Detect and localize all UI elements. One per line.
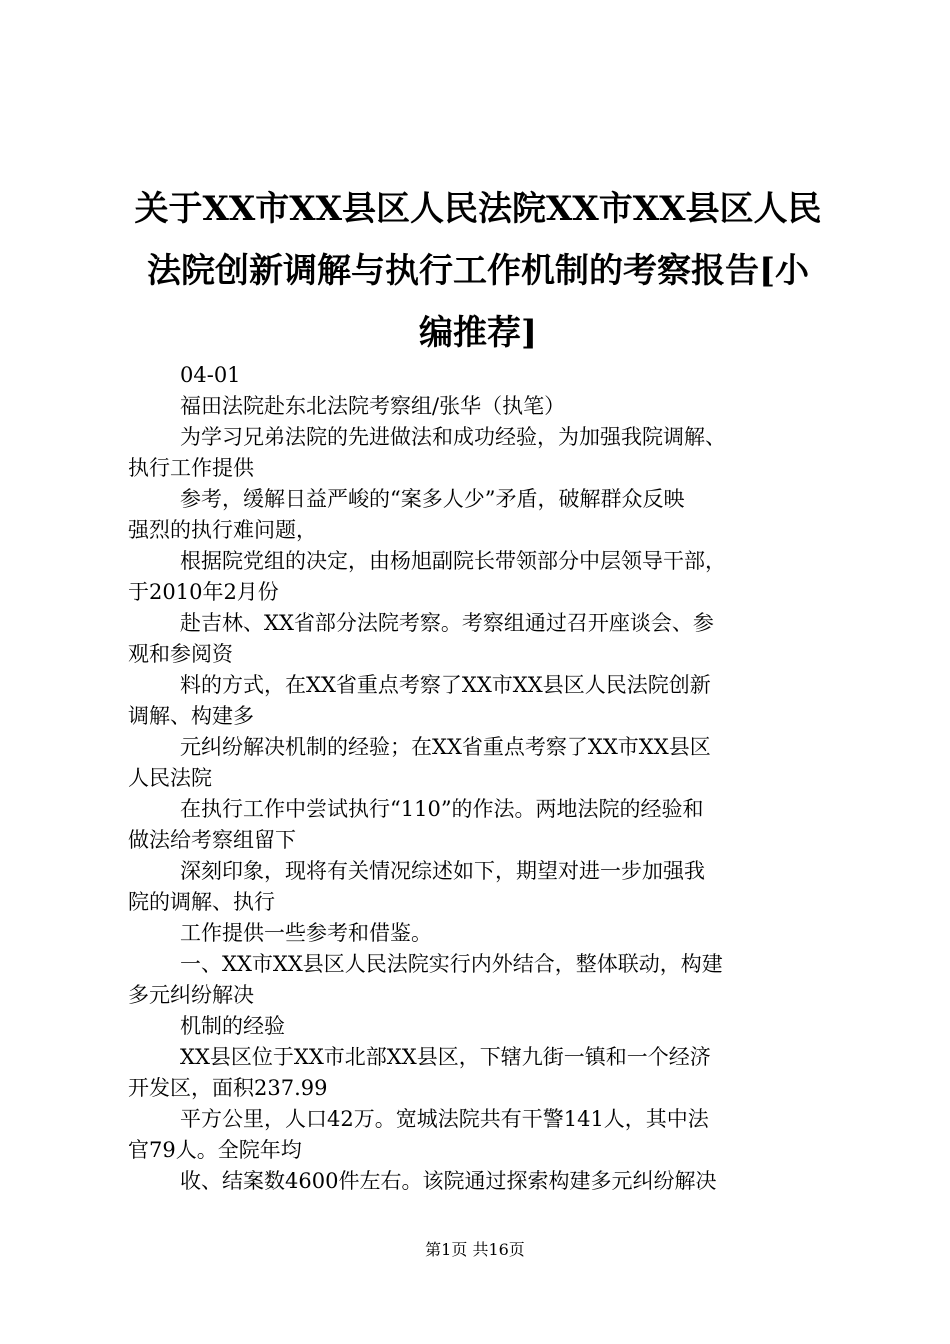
paragraph-line: 工作提供一些参考和借鉴。 <box>180 921 432 945</box>
title-line: 关于XX市XX县区人民法院XX市XX县区人民 <box>134 189 822 229</box>
body-paragraph <box>128 949 834 1011</box>
paragraph-line: 执行工作提供 <box>128 456 254 480</box>
body-paragraph <box>128 732 834 794</box>
body-paragraph <box>128 391 834 422</box>
paragraph-line: 官79人。全院年均 <box>128 1138 302 1162</box>
paragraph-line: 收、结案数4600件左右。该院通过探索构建多元纠纷解决 <box>180 1169 717 1193</box>
paragraph-line: 在执行工作中尝试执行“110”的作法。两地法院的经验和 <box>180 797 704 821</box>
body-paragraph <box>128 1042 834 1104</box>
body-paragraph <box>128 360 834 391</box>
paragraph-line: 院的调解、执行 <box>128 890 275 914</box>
paragraph-line: 赴吉林、XX省部分法院考察。考察组通过召开座谈会、参 <box>180 611 714 635</box>
paragraph-line: 做法给考察组留下 <box>128 828 296 852</box>
document-title <box>128 178 828 364</box>
paragraph-line: 04-01 <box>180 363 241 387</box>
paragraph-line: 根据院党组的决定，由杨旭副院长带领部分中层领导干部， <box>180 549 726 573</box>
paragraph-line: 机制的经验 <box>180 1014 285 1038</box>
paragraph-line: 料的方式，在XX省重点考察了XX市XX县区人民法院创新 <box>180 673 711 697</box>
paragraph-line: 为学习兄弟法院的先进做法和成功经验，为加强我院调解、 <box>180 425 726 449</box>
paragraph-line: 人民法院 <box>128 766 212 790</box>
body-paragraph <box>128 484 834 546</box>
paragraph-line: 一、XX市XX县区人民法院实行内外结合，整体联动，构建 <box>180 952 723 976</box>
paragraph-line: 强烈的执行难问题， <box>128 518 317 542</box>
body-paragraph <box>128 856 834 918</box>
paragraph-line: 于2010年2月份 <box>128 580 279 604</box>
paragraph-line: 福田法院赴东北法院考察组/张华（执笔） <box>180 394 566 418</box>
document-body <box>128 360 834 1197</box>
body-paragraph <box>128 1011 834 1042</box>
paragraph-line: 平方公里，人口42万。宽城法院共有干警141人，其中法 <box>180 1107 709 1131</box>
paragraph-line: 调解、构建多 <box>128 704 254 728</box>
paragraph-line: 参考，缓解日益严峻的“案多人少”矛盾，破解群众反映 <box>180 487 685 511</box>
body-paragraph <box>128 670 834 732</box>
paragraph-line: 元纠纷解决机制的经验；在XX省重点考察了XX市XX县区 <box>180 735 711 759</box>
body-paragraph <box>128 546 834 608</box>
title-line: 法院创新调解与执行工作机制的考察报告[小 <box>146 251 810 291</box>
body-paragraph <box>128 608 834 670</box>
body-paragraph <box>128 1104 834 1166</box>
paragraph-line: 深刻印象，现将有关情况综述如下，期望对进一步加强我 <box>180 859 705 883</box>
paragraph-line: XX县区位于XX市北部XX县区，下辖九街一镇和一个经济 <box>180 1045 711 1069</box>
page-footer: 第1页 共16页 <box>425 1240 525 1259</box>
paragraph-line: 开发区，面积237.99 <box>128 1076 328 1100</box>
body-paragraph <box>128 918 834 949</box>
body-paragraph <box>128 794 834 856</box>
paragraph-line: 观和参阅资 <box>128 642 233 666</box>
title-line: 编推荐] <box>418 313 538 353</box>
paragraph-line: 多元纠纷解决 <box>128 983 254 1007</box>
body-paragraph <box>128 422 834 484</box>
body-paragraph <box>128 1166 834 1197</box>
